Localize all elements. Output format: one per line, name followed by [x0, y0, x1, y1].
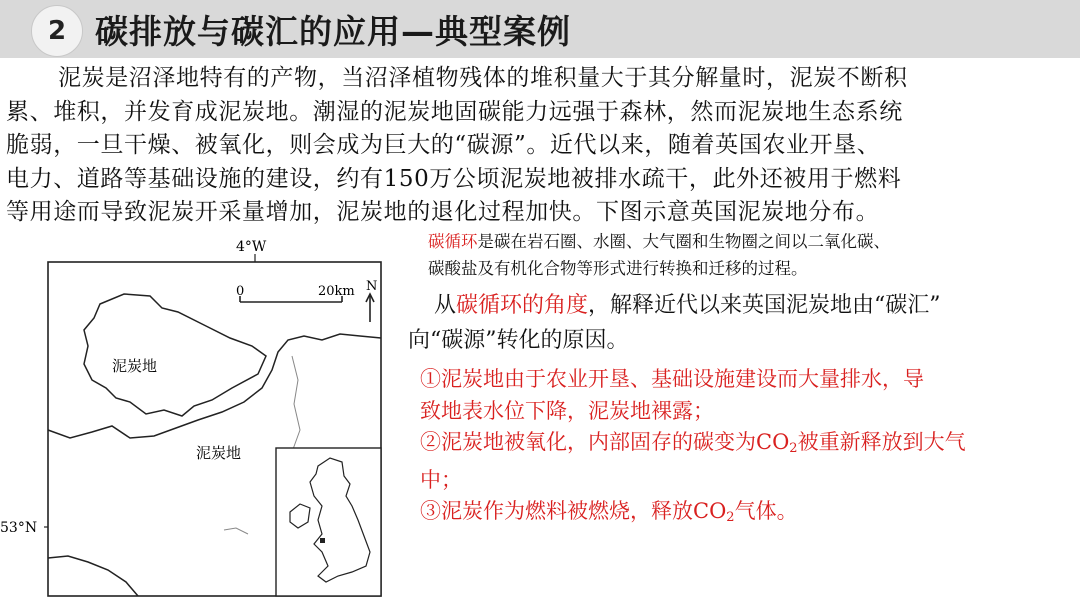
peatland-map-svg: [0, 232, 400, 608]
scale-zero-label: 0: [236, 284, 245, 299]
scale-end-label: 20km: [318, 284, 355, 299]
title-bar: [0, 0, 1080, 58]
peatland-label-anglesey: 泥炭地: [112, 357, 158, 375]
passage-line: 脆弱，一旦干燥、被氧化，则会成为巨大的“碳源”。近代以来，随着英国农业开垦、: [6, 132, 881, 158]
passage-line: 等用途而导致泥炭开采量增加，泥炭地的退化过程加快。下图示意英国泥炭地分布。: [6, 199, 880, 225]
passage-line: 累、堆积，并发育成泥炭地。潮湿的泥炭地固碳能力远强于森林，然而泥炭地生态系统: [6, 98, 903, 125]
question-line2: 向“碳源”转化的原因。: [408, 328, 629, 353]
question: [408, 288, 1078, 358]
page-title: 碳排放与碳汇的应用—典型案例: [95, 12, 571, 51]
longitude-label: 4°W: [236, 239, 267, 255]
passage: [6, 62, 1072, 230]
answer-2-line2: 中；: [420, 467, 462, 492]
definition-text-line2: 碳酸盐及有机化合物等形式进行转换和迁移的过程。: [428, 259, 808, 278]
passage-line: 电力、道路等基础设施的建设，约有150万公顷泥炭地被排水疏干，此外还被用于燃料: [6, 165, 902, 192]
question-text: ，解释近代以来英国泥炭地由“碳汇”: [588, 293, 941, 318]
section-number-badge: [31, 5, 83, 57]
map-extent-marker: [320, 538, 325, 543]
passage-line: 泥炭是沼泽地特有的产物，当沼泽植物残体的堆积量大于其分解量时，泥炭不断积: [58, 65, 908, 91]
north-label: N: [366, 279, 378, 294]
definition-text: 是碳在岩石圈、水圈、大气圈和生物圈之间以二氧化碳、: [477, 232, 890, 251]
question-prefix: 从: [434, 293, 457, 318]
latitude-label: 53°N: [0, 520, 38, 536]
answer-3: ③泥炭作为燃料被燃烧，释放$CO_2$气体。: [420, 499, 798, 525]
answer-1-line1: ①泥炭地由于农业开垦、基础设施建设而大量排水，导: [420, 367, 924, 391]
definition-term: 碳循环: [428, 232, 478, 251]
answer-2-line1: ②泥炭地被氧化，内部固存的碳变为$CO_2$被重新释放到大气: [420, 430, 966, 456]
peatland-label-mainland: 泥炭地: [196, 444, 242, 462]
answer-1-line2: 致地表水位下降，泥炭地裸露；: [420, 398, 714, 423]
section-number: 2: [47, 16, 67, 46]
carbon-cycle-definition: [428, 228, 1078, 282]
peatland-map: [0, 232, 400, 608]
question-highlight: 碳循环的角度: [456, 293, 589, 318]
answer-list: [420, 364, 1070, 534]
